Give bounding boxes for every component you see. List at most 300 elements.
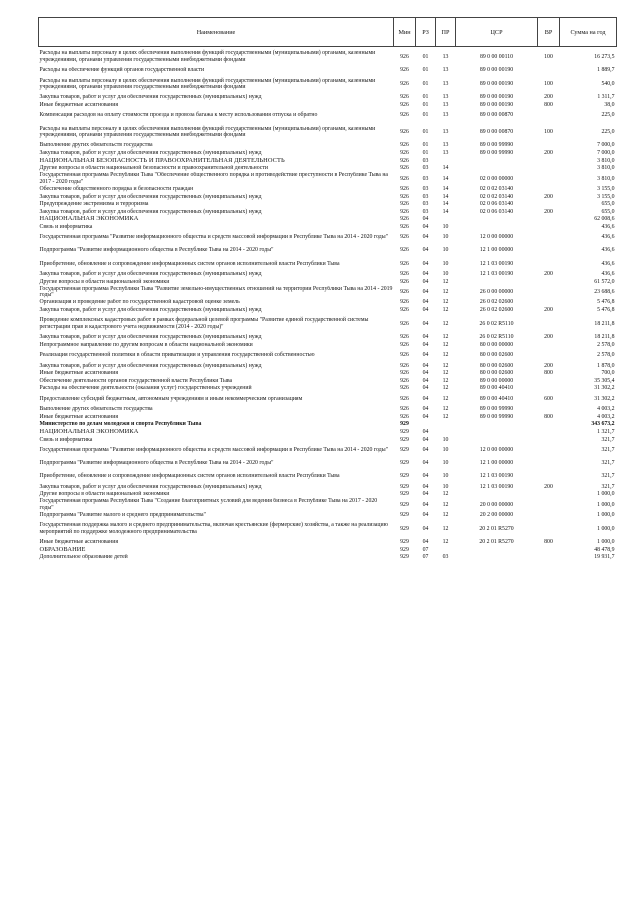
cell-name: Иные бюджетные ассигнования xyxy=(39,413,118,420)
cell-rz: 04 xyxy=(422,362,429,369)
cell-rz: 03 xyxy=(422,201,429,208)
cell-pr: 12 xyxy=(442,362,449,369)
cell-sum: 1 000,0 xyxy=(597,512,615,519)
cell-vr xyxy=(538,341,560,349)
cell-pr: 13 xyxy=(442,112,449,119)
table-body xyxy=(39,47,617,562)
cell-sum: 61 572,0 xyxy=(594,278,615,285)
cell-name: Приобретение, обновление и сопровождение информационных систем органов исполнительной власти Республики Тыва xyxy=(39,473,340,480)
cell-name: НАЦИОНАЛЬНАЯ ЭКОНОМИКА xyxy=(39,215,139,223)
cell-pr xyxy=(436,157,456,165)
table-row xyxy=(39,193,617,201)
cell-min: 926 xyxy=(400,185,409,192)
table-row xyxy=(39,157,617,165)
table-row xyxy=(39,257,617,270)
cell-sum: 5 476,8 xyxy=(597,307,615,313)
cell-min: 929 xyxy=(400,491,409,498)
cell-pr: 10 xyxy=(442,446,449,453)
cell-pr xyxy=(436,421,456,429)
cell-name: Другие вопросы в области национальной экономики xyxy=(39,278,170,285)
table-row xyxy=(39,457,617,470)
table-row xyxy=(39,172,617,185)
cell-sum: 225,0 xyxy=(601,128,615,135)
cell-vr xyxy=(538,406,560,414)
cell-pr: 10 xyxy=(442,247,449,254)
cell-sum: 7 000,0 xyxy=(597,142,615,149)
cell-vr xyxy=(538,349,560,362)
cell-min: 929 xyxy=(400,554,409,561)
cell-csr xyxy=(456,491,538,499)
cell-vr xyxy=(538,67,560,75)
cell-pr: 12 xyxy=(442,289,449,296)
cell-sum: 436,6 xyxy=(601,223,615,230)
cell-sum: 1 000,0 xyxy=(597,539,615,546)
cell-pr: 13 xyxy=(442,94,449,101)
cell-name: Непрограммное направление по другим вопросам в области национальной экономики xyxy=(39,341,253,348)
cell-sum: 321,7 xyxy=(601,446,615,453)
cell-name: Подпрограмма "Развитие информационного общества в Республике Тыва на 2014 - 2020 годы" xyxy=(39,460,274,467)
cell-pr: 03 xyxy=(442,554,449,561)
cell-rz: 01 xyxy=(422,128,429,135)
cell-min: 926 xyxy=(400,395,409,402)
cell-csr: 12 1 03 00190 xyxy=(479,260,514,267)
cell-rz: 04 xyxy=(422,352,429,359)
cell-min: 926 xyxy=(400,94,409,101)
cell-csr: 26 0 02 R5110 xyxy=(479,320,514,327)
cell-min: 926 xyxy=(400,406,409,413)
table-row xyxy=(39,74,617,94)
cell-name: Другие вопросы в области национальной безопасности и правоохранительной деятельности xyxy=(39,165,268,172)
cell-csr: 26 0 02 R5110 xyxy=(479,334,514,341)
cell-vr xyxy=(538,546,560,554)
cell-rz: 07 xyxy=(422,546,429,553)
cell-name: Расходы на обеспечение функций органов государственной власти xyxy=(39,67,205,74)
cell-rz: 04 xyxy=(422,385,429,392)
cell-vr xyxy=(538,491,560,499)
cell-name: Обеспечение деятельности органов государственной власти Республики Тыва xyxy=(39,377,233,384)
cell-csr: 20 2 00 00000 xyxy=(479,512,514,519)
cell-rz: 04 xyxy=(422,436,429,443)
cell-name: Государственная программа Республики Тыва "Создание благоприятных условий для ведения бизнеса в Республике Тыва на 2017 - 2020 годы" xyxy=(39,498,378,511)
table-row xyxy=(39,109,617,122)
cell-pr: 14 xyxy=(442,208,449,215)
cell-vr: 200 xyxy=(544,94,553,101)
cell-sum: 225,0 xyxy=(601,112,615,119)
cell-min: 926 xyxy=(400,101,409,108)
cell-csr: 02 0 06 03140 xyxy=(479,208,514,215)
cell-rz: 03 xyxy=(422,165,429,172)
header-min: Мин xyxy=(394,18,416,47)
cell-pr: 12 xyxy=(442,491,449,498)
cell-vr xyxy=(538,278,560,286)
cell-rz: 04 xyxy=(422,370,429,377)
table-row xyxy=(39,278,617,286)
cell-vr: 200 xyxy=(544,362,553,369)
cell-csr: 89 0 00 00190 xyxy=(479,80,514,87)
cell-rz: 04 xyxy=(422,525,429,532)
cell-min: 926 xyxy=(400,208,409,215)
cell-rz: 04 xyxy=(422,473,429,480)
cell-rz: 04 xyxy=(422,260,429,267)
cell-pr: 13 xyxy=(442,142,449,149)
cell-vr xyxy=(538,428,560,436)
table-row xyxy=(39,554,617,562)
cell-sum: 436,6 xyxy=(601,247,615,254)
cell-csr xyxy=(456,223,538,231)
cell-rz: 04 xyxy=(422,289,429,296)
cell-pr: 14 xyxy=(442,193,449,200)
cell-pr: 13 xyxy=(442,128,449,135)
cell-rz: 03 xyxy=(422,185,429,192)
table-row xyxy=(39,47,617,67)
cell-csr xyxy=(456,278,538,286)
cell-name: НАЦИОНАЛЬНАЯ БЕЗОПАСНОСТЬ И ПРАВООХРАНИТЕЛЬНАЯ ДЕЯТЕЛЬНОСТЬ xyxy=(39,156,285,164)
table-row xyxy=(39,511,617,519)
cell-min: 929 xyxy=(400,428,409,435)
cell-min: 926 xyxy=(400,278,409,285)
cell-rz: 04 xyxy=(422,501,429,508)
cell-csr: 12 1 03 00190 xyxy=(479,473,514,480)
cell-name: Закупка товаров, работ и услуг для обеспечения государственных (муниципальных) нужд xyxy=(39,483,262,490)
cell-sum: 18 211,8 xyxy=(594,320,615,327)
table-row xyxy=(39,142,617,150)
cell-min: 926 xyxy=(400,247,409,254)
cell-vr xyxy=(538,554,560,562)
cell-pr: 10 xyxy=(442,436,449,443)
cell-name: Иные бюджетные ассигнования xyxy=(39,539,118,546)
cell-rz: 03 xyxy=(422,193,429,200)
header-sum: Сумма на год xyxy=(560,18,617,47)
cell-csr: 80 0 00 00000 xyxy=(479,341,514,348)
cell-min: 926 xyxy=(400,112,409,119)
cell-csr: 20 2 01 R5270 xyxy=(479,525,514,532)
cell-csr: 02 0 02 03140 xyxy=(479,185,514,192)
cell-min: 929 xyxy=(400,546,409,553)
table-row xyxy=(39,370,617,378)
cell-csr xyxy=(456,428,538,436)
cell-vr xyxy=(538,216,560,224)
cell-pr xyxy=(436,216,456,224)
cell-vr xyxy=(538,498,560,511)
cell-sum: 321,7 xyxy=(601,473,615,480)
cell-sum: 1 889,7 xyxy=(597,67,615,74)
cell-pr: 14 xyxy=(442,185,449,192)
cell-vr xyxy=(538,244,560,257)
cell-sum: 7 000,0 xyxy=(597,149,615,156)
cell-sum: 1 000,0 xyxy=(597,525,615,532)
cell-vr: 200 xyxy=(544,334,553,341)
cell-sum: 436,6 xyxy=(601,271,615,278)
cell-pr: 12 xyxy=(442,395,449,402)
cell-sum: 655,0 xyxy=(601,208,615,215)
cell-csr: 02 0 06 03140 xyxy=(479,201,514,208)
table-row xyxy=(39,362,617,370)
cell-pr: 12 xyxy=(442,278,449,285)
cell-vr xyxy=(538,257,560,270)
cell-vr xyxy=(538,109,560,122)
cell-sum: 38,0 xyxy=(604,101,615,108)
table-row xyxy=(39,244,617,257)
cell-vr: 200 xyxy=(544,483,553,490)
cell-rz: 01 xyxy=(422,101,429,108)
cell-rz: 04 xyxy=(422,512,429,519)
cell-name: Закупка товаров, работ и услуг для обеспечения государственных (муниципальных) нужд xyxy=(39,94,262,101)
cell-min: 926 xyxy=(400,385,409,392)
cell-min: 926 xyxy=(400,307,409,313)
cell-csr xyxy=(456,436,538,444)
cell-csr: 12 1 03 00190 xyxy=(479,271,514,278)
table-row xyxy=(39,67,617,75)
cell-vr xyxy=(538,299,560,307)
cell-vr xyxy=(538,142,560,150)
cell-name: ОБРАЗОВАНИЕ xyxy=(39,546,86,553)
cell-min: 926 xyxy=(400,175,409,182)
cell-name: Расходы на выплаты персоналу в целях обеспечения выполнения функций государственными (муниципальными) органами, казенными учреждениями, органами управления государственными внебюджетными фондами xyxy=(39,125,376,138)
cell-pr: 13 xyxy=(442,53,449,60)
table-row xyxy=(39,149,617,157)
cell-sum: 3 155,0 xyxy=(597,185,615,192)
cell-name: Министерство по делам молодежи и спорта Республики Тыва xyxy=(39,421,202,428)
cell-sum: 3 810,0 xyxy=(597,157,615,164)
table-row xyxy=(39,201,617,209)
cell-min: 929 xyxy=(400,512,409,519)
cell-name: Закупка товаров, работ и услуг для обеспечения государственных (муниципальных) нужд xyxy=(39,362,262,369)
cell-rz: 01 xyxy=(422,112,429,119)
cell-min: 929 xyxy=(400,539,409,546)
cell-rz: 04 xyxy=(422,483,429,490)
cell-sum: 3 810,0 xyxy=(597,165,615,172)
cell-name: Связь и информатика xyxy=(39,223,93,230)
table-row xyxy=(39,231,617,244)
cell-csr xyxy=(456,165,538,173)
cell-sum: 19 931,7 xyxy=(594,554,615,561)
cell-pr: 13 xyxy=(442,67,449,74)
cell-name: Расходы на выплаты персоналу в целях обеспечения выполнения функций государственными (муниципальными) органами, казенными учреждениями, органами управления государственными внебюджетными фондами xyxy=(39,50,376,63)
table-row xyxy=(39,314,617,334)
cell-pr: 12 xyxy=(442,413,449,420)
cell-pr: 12 xyxy=(442,334,449,341)
cell-vr xyxy=(538,157,560,165)
cell-vr: 100 xyxy=(544,53,553,60)
cell-csr: 89 0 00 00110 xyxy=(479,53,514,60)
cell-min: 926 xyxy=(400,128,409,135)
cell-min: 926 xyxy=(400,223,409,230)
cell-name: Реализация государственной политики в области приватизации и управления государственной собственностью xyxy=(39,352,315,359)
table-row xyxy=(39,491,617,499)
cell-vr xyxy=(538,185,560,193)
cell-vr xyxy=(538,511,560,519)
table-row xyxy=(39,165,617,173)
cell-pr: 14 xyxy=(442,175,449,182)
cell-pr: 10 xyxy=(442,271,449,278)
cell-sum: 4 003,2 xyxy=(597,406,615,413)
cell-pr: 12 xyxy=(442,320,449,327)
cell-csr: 89 0 00 40410 xyxy=(479,395,514,402)
cell-csr: 89 0 00 99990 xyxy=(479,413,514,420)
header-name: Наименование xyxy=(39,18,394,47)
cell-pr: 13 xyxy=(442,80,449,87)
cell-sum: 700,0 xyxy=(601,370,615,377)
cell-pr: 12 xyxy=(442,501,449,508)
cell-min: 926 xyxy=(400,260,409,267)
table-row xyxy=(39,94,617,102)
cell-sum: 655,0 xyxy=(601,201,615,208)
table-row xyxy=(39,519,617,539)
table-row xyxy=(39,436,617,444)
cell-rz: 04 xyxy=(422,377,429,384)
cell-sum: 18 211,8 xyxy=(594,334,615,341)
cell-sum: 343 673,2 xyxy=(591,421,615,428)
cell-name: Проведение комплексных кадастровых работ в рамках федеральной целевой программы "Развитие единой государственной системы регистрации прав и кадастрового учета недвижимости (2014 - 2020 годы)" xyxy=(39,317,369,330)
cell-sum: 540,0 xyxy=(601,80,615,87)
cell-vr xyxy=(538,519,560,539)
cell-rz: 01 xyxy=(422,94,429,101)
cell-name: Государственная программа Республики Тыва "Развитие земельно-имущественных отношений на территории Республики Тыва на 2014 - 2019 годы" xyxy=(39,285,393,299)
cell-csr: 89 0 00 99990 xyxy=(479,142,514,149)
cell-min: 926 xyxy=(400,165,409,172)
cell-name: Расходы на обеспечение деятельности (оказания услуг) государственных учреждений xyxy=(39,385,252,392)
cell-csr: 26 0 00 00000 xyxy=(479,289,514,296)
cell-name: Предупреждение экстремизма и терроризма xyxy=(39,201,149,208)
cell-pr: 12 xyxy=(442,370,449,377)
table-row xyxy=(39,413,617,421)
cell-min: 926 xyxy=(400,289,409,296)
cell-rz: 04 xyxy=(422,247,429,254)
cell-csr: 89 0 00 00190 xyxy=(479,67,514,74)
cell-rz: 04 xyxy=(422,395,429,402)
cell-rz: 01 xyxy=(422,80,429,87)
cell-sum: 436,6 xyxy=(601,260,615,267)
cell-sum: 4 003,2 xyxy=(597,413,615,420)
cell-name: Закупка товаров, работ и услуг для обеспечения государственных (муниципальных) нужд xyxy=(39,334,262,341)
cell-pr: 12 xyxy=(442,377,449,384)
table-row xyxy=(39,216,617,224)
cell-pr: 14 xyxy=(442,165,449,172)
cell-min: 929 xyxy=(400,460,409,467)
table-row xyxy=(39,498,617,511)
cell-pr: 12 xyxy=(442,307,449,313)
cell-csr: 89 0 00 40410 xyxy=(479,385,514,392)
cell-vr: 800 xyxy=(544,413,553,420)
cell-min: 926 xyxy=(400,80,409,87)
cell-min: 926 xyxy=(400,370,409,377)
cell-csr xyxy=(456,546,538,554)
cell-min: 926 xyxy=(400,216,409,223)
cell-name: Закупка товаров, работ и услуг для обеспечения государственных (муниципальных) нужд xyxy=(39,307,262,313)
cell-min: 926 xyxy=(400,320,409,327)
table-row xyxy=(39,286,617,299)
cell-sum: 31 302,2 xyxy=(594,385,615,392)
cell-pr: 12 xyxy=(442,299,449,306)
cell-pr: 13 xyxy=(442,101,449,108)
cell-pr: 12 xyxy=(442,539,449,546)
cell-min: 926 xyxy=(400,334,409,341)
cell-rz: 04 xyxy=(422,320,429,327)
header-pr: ПР xyxy=(436,18,456,47)
cell-rz: 04 xyxy=(422,223,429,230)
cell-pr: 10 xyxy=(442,473,449,480)
cell-vr xyxy=(538,457,560,470)
cell-name: Компенсация расходов на оплату стоимости проезда и провоза багажа к месту использования отпуска и обратно xyxy=(39,112,318,119)
cell-sum: 321,7 xyxy=(601,460,615,467)
cell-min: 926 xyxy=(400,157,409,164)
cell-vr: 200 xyxy=(544,208,553,215)
cell-pr: 14 xyxy=(442,201,449,208)
cell-vr xyxy=(538,436,560,444)
cell-sum: 3 810,0 xyxy=(597,175,615,182)
cell-sum: 2 578,0 xyxy=(597,352,615,359)
budget-table xyxy=(38,17,617,561)
table-row xyxy=(39,101,617,109)
cell-name: Выполнение других обязательств государства xyxy=(39,406,153,413)
cell-vr xyxy=(538,314,560,334)
table-row xyxy=(39,306,617,314)
cell-csr: 20 2 01 R5270 xyxy=(479,539,514,546)
cell-vr xyxy=(538,201,560,209)
cell-name: Другие вопросы в области национальной экономики xyxy=(39,491,170,498)
cell-csr: 80 0 00 02600 xyxy=(479,362,514,369)
table-row xyxy=(39,341,617,349)
cell-name: Подпрограмма "Развитие малого и среднего предпринимательства" xyxy=(39,512,206,519)
cell-csr: 12 0 00 00000 xyxy=(479,446,514,453)
cell-csr: 89 0 00 00190 xyxy=(479,101,514,108)
table-row xyxy=(39,299,617,307)
cell-sum: 1 321,7 xyxy=(597,428,615,435)
cell-csr xyxy=(456,554,538,562)
cell-name: Государственная программа "Развитие информационного общества и средств массовой информации в Республике Тыва на 2014 - 2020 годы" xyxy=(39,234,389,241)
cell-csr: 89 0 00 00870 xyxy=(479,128,514,135)
cell-pr: 10 xyxy=(442,234,449,241)
cell-name: Дополнительное образование детей xyxy=(39,554,128,561)
cell-min: 926 xyxy=(400,142,409,149)
cell-min: 929 xyxy=(400,525,409,532)
cell-vr: 200 xyxy=(544,307,553,313)
cell-sum: 1 000,0 xyxy=(597,501,615,508)
cell-name: Расходы на выплаты персоналу в целях обеспечения выполнения функций государственными (муниципальными) органами, казенными учреждениями, органами управления государственными внебюджетными фондами xyxy=(39,77,376,90)
cell-csr: 89 0 00 99990 xyxy=(479,149,514,156)
cell-csr: 02 0 02 03140 xyxy=(479,193,514,200)
table-row xyxy=(39,421,617,429)
cell-rz: 04 xyxy=(422,299,429,306)
cell-csr: 80 0 00 02600 xyxy=(479,352,514,359)
cell-rz: 04 xyxy=(422,334,429,341)
cell-name: Закупка товаров, работ и услуг для обеспечения государственных (муниципальных) нужд xyxy=(39,271,262,278)
cell-rz: 04 xyxy=(422,216,429,223)
cell-vr: 200 xyxy=(544,149,553,156)
table-row xyxy=(39,392,617,405)
cell-rz: 07 xyxy=(422,554,429,561)
cell-vr: 800 xyxy=(544,101,553,108)
cell-min: 929 xyxy=(400,483,409,490)
cell-min: 929 xyxy=(400,436,409,443)
cell-pr: 10 xyxy=(442,223,449,230)
cell-name: Государственная программа "Развитие информационного общества и средств массовой информации в Республике Тыва на 2014 - 2020 годы" xyxy=(39,446,389,453)
table-row xyxy=(39,185,617,193)
table-row xyxy=(39,377,617,385)
cell-name: Подпрограмма "Развитие информационного общества в Республике Тыва на 2014 - 2020 годы" xyxy=(39,247,274,254)
cell-sum: 23 688,6 xyxy=(594,289,615,296)
cell-vr: 100 xyxy=(544,80,553,87)
cell-vr xyxy=(538,421,560,429)
cell-pr: 10 xyxy=(442,483,449,490)
cell-min: 926 xyxy=(400,377,409,384)
table-row xyxy=(39,444,617,457)
cell-vr: 600 xyxy=(544,395,553,402)
cell-name: Выполнение других обязательств государства xyxy=(39,142,153,149)
cell-rz: 04 xyxy=(422,271,429,278)
cell-name: Связь и информатика xyxy=(39,436,93,443)
cell-pr: 12 xyxy=(442,385,449,392)
